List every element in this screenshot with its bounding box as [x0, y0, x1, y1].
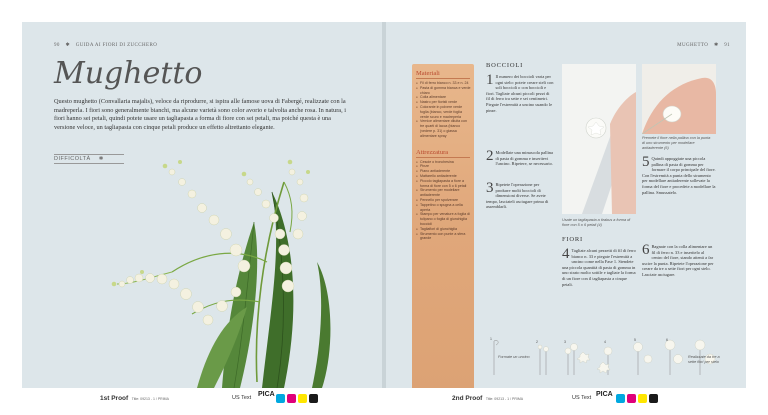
material-item: ● Pasta di gomma bianca e verde chiaro	[416, 86, 471, 96]
buds-heading: BOCCIOLI	[486, 62, 524, 69]
us-text-right: US Text	[572, 395, 592, 401]
caption-1: Usate un tagliapasta a tirabus a forma di fiore con 5 o 6 petali (4)	[562, 218, 631, 227]
folio-star-icon: ✱	[713, 43, 719, 48]
tool-item: ● Tappetino o spugna a cella aperta	[416, 203, 471, 213]
color-swatches-left	[276, 394, 318, 403]
color-swatches-right	[616, 394, 658, 403]
intro-paragraph: Questo mughetto (Convallaria majalis), veloce da riprodurre, si ispira alle famose uova di Fabergé, realizzate con la madreperla. I fiori sono generalmente bianchi, ma alcune varietà sono color avorio e talvolta anche rosa. In natura, i fiori hanno sei petali, quindi potete usare un tagliapasta a forma di fiore con sei petali, ma poiché questa è una versione veloce, un tagliapasta con cinque petali produce un effetto altrettanto elegante.	[54, 98, 346, 131]
step-text: Quindi appoggiate una piccola pallina di pasta di gomma per formare il corpo principale del fiore. Con l'estremità a punta dello strumento per modellare antiaderente sollevate la forma del fiore e procedete a modellare la pallina. Smussatelo.	[642, 156, 716, 195]
materials-heading: Materiali	[416, 70, 470, 79]
step-text: Bagnate con la colla alimentare un fil di ferro n. 33 e inseritelo al centro del fiore, stando attenti a far uscire la punta. Ripetete l'operazione per creare da tre a sette fiori per ogni stelo. Lasciate asciugare.	[642, 244, 714, 277]
folio-star-icon: ✱	[65, 43, 71, 48]
tool-item: ● Stampo per venature a foglia di tulipano o foglia di giunchiglia boccioli	[416, 212, 471, 226]
printer-logo-left: PICA	[258, 391, 275, 398]
tool-item: ● Cesoie o tronchesina	[416, 160, 471, 165]
material-item: ● Colorante in polvere verde foglia (bianco, verde foglia verde scuro e madreperla	[416, 105, 471, 119]
proof-label: 2nd Proof	[452, 395, 483, 402]
svg-text:3: 3	[564, 340, 566, 344]
materials-list	[412, 81, 474, 139]
material-item: ● Colla alimentare	[416, 95, 471, 100]
tool-item: ● Pennello per spolverare	[416, 198, 471, 203]
running-head: GUIDA AI FIORI DI ZUCCHERO	[75, 43, 158, 48]
us-text-left: US Text	[232, 395, 252, 401]
magenta-swatch	[627, 394, 636, 403]
ruler-caption-right: Realizzate da tre a sette fiori per stelo	[688, 355, 720, 364]
tools-list	[412, 160, 474, 242]
tools-heading: Attrezzatura	[416, 149, 470, 158]
tool-item: ● Piano antiaderente	[416, 169, 471, 174]
step-number: 4	[562, 246, 570, 262]
step-text: Ripetete l'operazione per produrre molti boccioli di dimensioni diverse. Se avete tempo, lasciateli asciugare prima di assemblarli.	[486, 182, 549, 210]
tool-item: ● Piccolo tagliapasta a fiore a forma di fiore con 5 o 6 petali	[416, 179, 471, 189]
step-text: Modellate una minuscola pallina di pasta di gomma e inseritevi l'uncino. Ripetere, se necessario.	[495, 150, 553, 167]
step-4	[562, 248, 636, 287]
svg-text:2: 2	[536, 340, 538, 344]
step-number: 2	[486, 148, 494, 164]
page-number: 90	[54, 43, 60, 48]
step-text: Il numero dei boccioli varia per ogni stelo: potete creare steli con soli boccioli o con boccioli e fiori. Tagliate alcuni piccoli pezzi di fil di ferro tra sette e sei centimetri. Piegate l'estremità a uncino usando le pinze.	[486, 74, 554, 113]
difficulty-star-icon: ✱	[98, 156, 104, 162]
finger-photo	[642, 64, 716, 134]
cutter-photo	[562, 64, 636, 214]
cyan-swatch	[276, 394, 285, 403]
step-6	[642, 244, 716, 278]
cyan-swatch	[616, 394, 625, 403]
caption-2: Premete il fiore nella pallina con la punta di uno strumento per modellare antiaderente (6)	[642, 136, 711, 150]
tool-item: ● Mattarello antiaderente	[416, 174, 471, 179]
lily-of-the-valley-illustration	[22, 22, 382, 388]
yellow-swatch	[638, 394, 647, 403]
running-head: MUGHETTO	[677, 43, 709, 48]
page-title: Mughetto	[54, 56, 203, 91]
ruler-caption-left: Formate un uncino	[498, 355, 530, 359]
black-swatch	[649, 394, 658, 403]
proof-label: 1st Proof	[100, 395, 129, 402]
svg-text:6: 6	[666, 338, 668, 342]
left-page	[22, 22, 382, 388]
tool-item: ● Strumento con punte a sfera grande	[416, 232, 471, 242]
step-1	[486, 74, 554, 113]
black-swatch	[309, 394, 318, 403]
step-2	[486, 150, 554, 167]
material-item: ● Fil di ferro bianco n. 33 e n. 24	[416, 81, 471, 86]
proof-title: Title: 09213 - 1 / PRIMA	[131, 397, 169, 401]
materials-sidebar	[412, 64, 474, 388]
right-page	[386, 22, 746, 388]
svg-text:4: 4	[604, 340, 606, 344]
svg-text:5: 5	[634, 338, 636, 342]
printer-logo-right: PICA	[596, 391, 613, 398]
cutter-image	[562, 64, 636, 214]
step-number: 3	[486, 180, 494, 196]
page-number: 91	[724, 43, 730, 48]
step-3	[486, 182, 554, 210]
step-number: 1	[486, 72, 494, 88]
flowers-heading: FIORI	[562, 236, 583, 243]
svg-text:1: 1	[490, 337, 492, 341]
step-5	[642, 156, 716, 195]
proof-title: Title: 09213 - 1 / PRIMA	[485, 397, 524, 401]
step-text: Tagliate alcuni pezzetti di fil di ferro bianco n. 33 e piegate l'estremità a uncino come nella Fase 1. Stendete una piccola quantità di pasta di gomma in uno strato molto sottile e tagliate la forma di un fiore con il tagliapasta a cinque petali.	[562, 248, 636, 287]
material-item: ● Nastro per fioristi verde	[416, 100, 471, 105]
yellow-swatch	[298, 394, 307, 403]
step-number: 5	[642, 154, 650, 170]
step-number: 6	[642, 242, 650, 258]
difficulty-label: DIFFICOLTÀ	[54, 156, 91, 162]
finger-image	[642, 64, 716, 134]
tool-item: ● Strumento per modellare antiaderente	[416, 188, 471, 198]
tool-item: ● Pinze	[416, 164, 471, 169]
proof-label-right	[452, 395, 523, 402]
proof-label-left	[100, 395, 169, 402]
material-item: ● Vernice alimentare diluita con tre quarti di lacca (bianco (vedere p. 31) o glassa alimentare spray	[416, 119, 471, 138]
tool-item: ● Tagliafiori di giunchiglia	[416, 227, 471, 232]
right-folio	[677, 42, 730, 48]
magenta-swatch	[287, 394, 296, 403]
